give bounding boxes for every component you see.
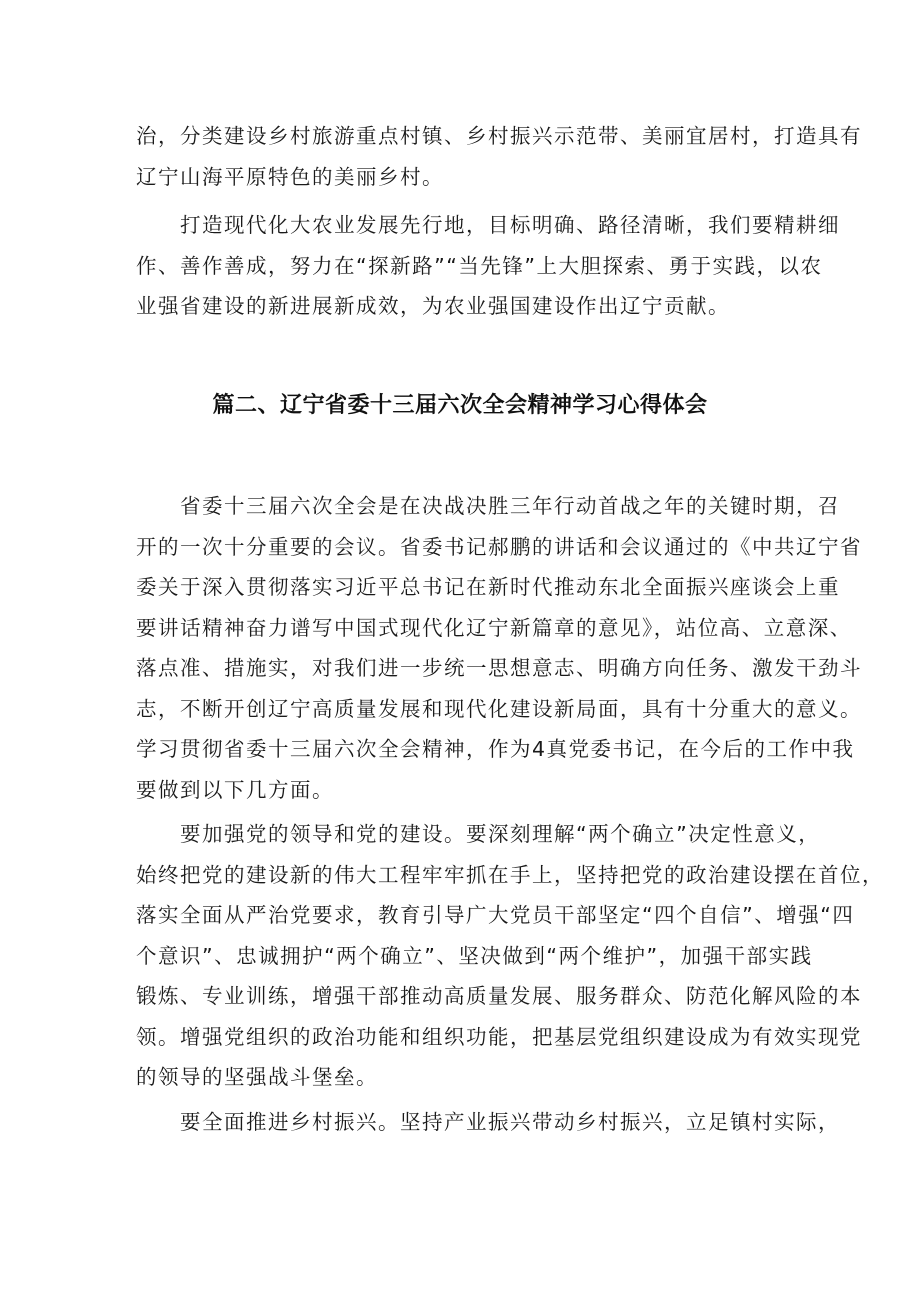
- text-line: 作、善作善成，努力在“探新路”“当先锋”上大胆探索、勇于实践，以农: [136, 253, 823, 278]
- text-line: 要全面推进乡村振兴。坚持产业振兴带动乡村振兴，立足镇村实际，: [180, 1109, 840, 1134]
- body-paragraph-2: [136, 814, 884, 1098]
- body-paragraph-3: [136, 1102, 840, 1143]
- text-line: 落点准、措施实，对我们进一步统一思想意志、明确方向任务、激发干劲斗: [136, 656, 862, 680]
- text-line: 打造现代化大农业发展先行地，目标明确、路径清晰，我们要精耕细: [180, 213, 840, 237]
- intro-text-block: [136, 116, 862, 327]
- text-line: 志，不断开创辽宁高质量发展和现代化建设新局面，具有十分重大的意义。: [136, 696, 862, 721]
- text-line: 开的一次十分重要的会议。省委书记郝鹏的讲话和会议通过的《中共辽宁省: [136, 534, 862, 559]
- text-line: 要做到以下几方面。: [136, 777, 334, 802]
- text-line: 的领导的坚强战斗堡垒。: [136, 1065, 378, 1089]
- text-line: 锻炼、专业训练，增强干部推动高质量发展、服务群众、防范化解风险的本: [136, 984, 862, 1008]
- body-text-block: [136, 486, 884, 1142]
- intro-paragraph-2: [136, 205, 840, 327]
- text-line: 落实全面从严治党要求，教育引导广大党员干部坚定“四个自信”、增强“四: [136, 903, 855, 927]
- text-line: 始终把党的建设新的伟大工程牢牢抓在手上，坚持把党的政治建设摆在首位，: [136, 862, 884, 887]
- text-line: 要加强党的领导和党的建设。要深刻理解“两个确立”决定性意义，: [180, 822, 821, 846]
- text-line: 领。增强党组织的政治功能和组织功能，把基层党组织建设成为有效实现党: [136, 1024, 862, 1049]
- text-line: 省委十三届六次全会是在决战决胜三年行动首战之年的关键时期，召: [180, 494, 840, 518]
- text-line: 业强省建设的新进展新成效，为农业强国建设作出辽宁贡献。: [136, 294, 730, 318]
- text-line: 委关于深入贯彻落实习近平总书记在新时代推动东北全面振兴座谈会上重: [136, 575, 840, 599]
- text-line: 辽宁山海平原特色的美丽乡村。: [136, 164, 444, 189]
- text-line: 个意识”、忠诚拥护“两个确立”、坚决做到“两个维护”，加强干部实践: [136, 943, 813, 968]
- text-line: 学习贯彻省委十三届六次全会精神，作为4真党委书记，在今后的工作中我: [136, 737, 855, 761]
- text-line: 治，分类建设乡村旅游重点村镇、乡村振兴示范带、美丽宜居村，打造具有: [136, 124, 862, 148]
- intro-paragraph-1: [136, 116, 862, 197]
- body-paragraph-1: [136, 486, 862, 810]
- text-line: 要讲话精神奋力谱写中国式现代化辽宁新篇章的意见》，站位高、立意深、: [136, 615, 852, 640]
- section-title: 篇二、辽宁省委十三届六次全会精神学习心得体会: [212, 393, 708, 418]
